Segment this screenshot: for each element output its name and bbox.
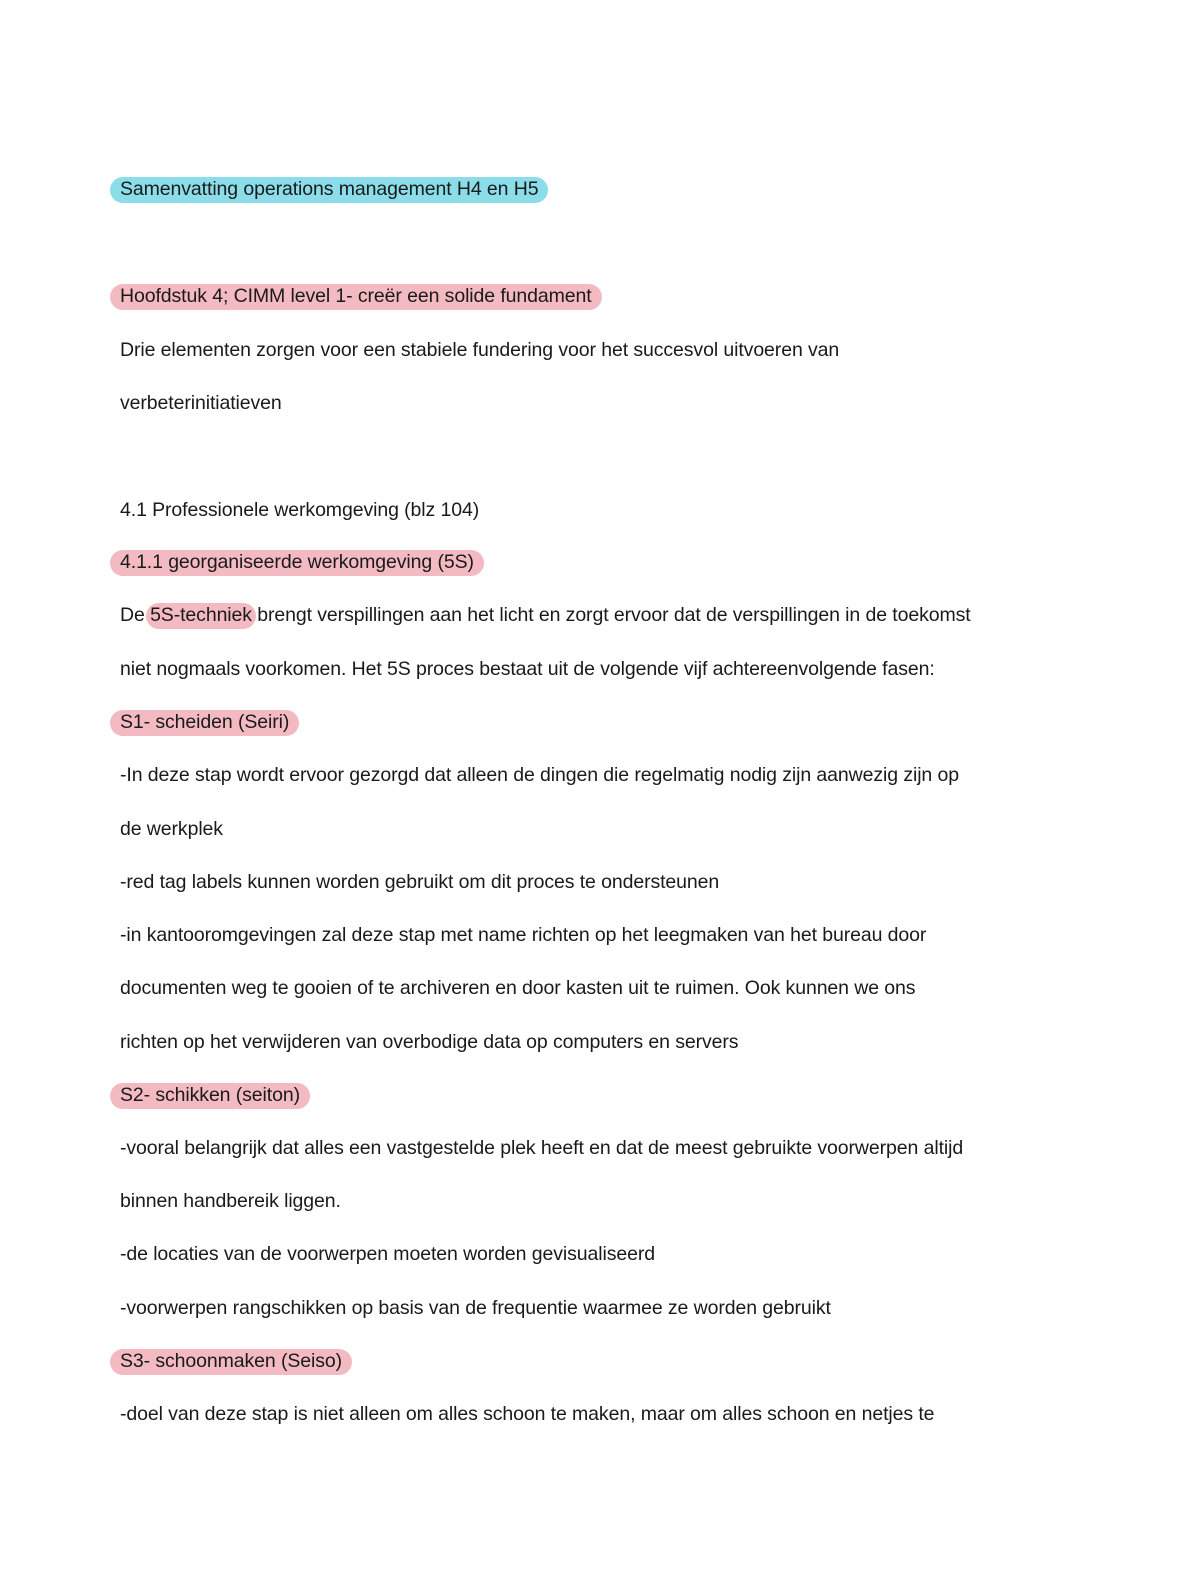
s1-heading: S1- scheiden (Seiri) (110, 710, 299, 736)
paragraph-5s (120, 602, 971, 628)
document-title: Samenvatting operations management H4 en H5 (110, 177, 548, 203)
intro-text: verbeterinitiatieven (120, 392, 282, 414)
s2-heading-line (120, 1082, 310, 1108)
s2-bullet-text: -voorwerpen rangschikken op basis van de frequentie waarmee ze worden gebruikt (120, 1297, 831, 1319)
section-heading-4-1: 4.1 Professionele werkomgeving (blz 104) (120, 499, 480, 521)
s1-bullet-text: -red tag labels kunnen worden gebruikt om dit proces te ondersteunen (120, 871, 720, 893)
term-5s-techniek: 5S-techniek (146, 603, 256, 629)
chapter-heading: Hoofdstuk 4; CIMM level 1- creër een solide fundament (110, 284, 602, 310)
s1-bullet-text: richten op het verwijderen van overbodige data op computers en servers (120, 1031, 739, 1053)
s2-bullet-text: binnen handbereik liggen. (120, 1190, 341, 1212)
subsection-heading-4-1-1: 4.1.1 georganiseerde werkomgeving (5S) (110, 550, 484, 576)
s2-heading: S2- schikken (seiton) (110, 1083, 310, 1109)
s2-bullet-text: -vooral belangrijk dat alles een vastgestelde plek heeft en dat de meest gebruikte voorwerpen altijd (120, 1137, 964, 1159)
s1-bullet-text: -in kantooromgevingen zal deze stap met name richten op het leegmaken van het bureau door (120, 924, 927, 946)
paragraph-5s-rest: brengt verspillingen aan het licht en zorgt ervoor dat de verspillingen in de toekomst (257, 604, 971, 626)
s1-heading-line (120, 709, 299, 735)
s3-heading: S3- schoonmaken (Seiso) (110, 1349, 352, 1375)
paragraph-5s-line2: niet nogmaals voorkomen. Het 5S proces bestaat uit de volgende vijf achtereenvolgende fasen: (120, 658, 935, 680)
paragraph-5s-prefix: De (120, 604, 145, 626)
chapter-heading-line (120, 283, 602, 309)
s1-bullet-text: de werkplek (120, 818, 223, 840)
s3-heading-line (120, 1348, 352, 1374)
s1-bullet-text: -In deze stap wordt ervoor gezorgd dat alleen de dingen die regelmatig nodig zijn aanwezig zijn op (120, 764, 959, 786)
intro-text: Drie elementen zorgen voor een stabiele fundering voor het succesvol uitvoeren van (120, 339, 840, 361)
s1-bullet-text: documenten weg te gooien of te archiveren en door kasten uit te ruimen. Ook kunnen we ons (120, 977, 916, 999)
s2-bullet-text: -de locaties van de voorwerpen moeten worden gevisualiseerd (120, 1243, 655, 1265)
subsection-heading-line (120, 549, 484, 575)
document-title-line (120, 176, 548, 202)
s3-bullet-text: -doel van deze stap is niet alleen om alles schoon te maken, maar om alles schoon en netjes te (120, 1403, 935, 1425)
